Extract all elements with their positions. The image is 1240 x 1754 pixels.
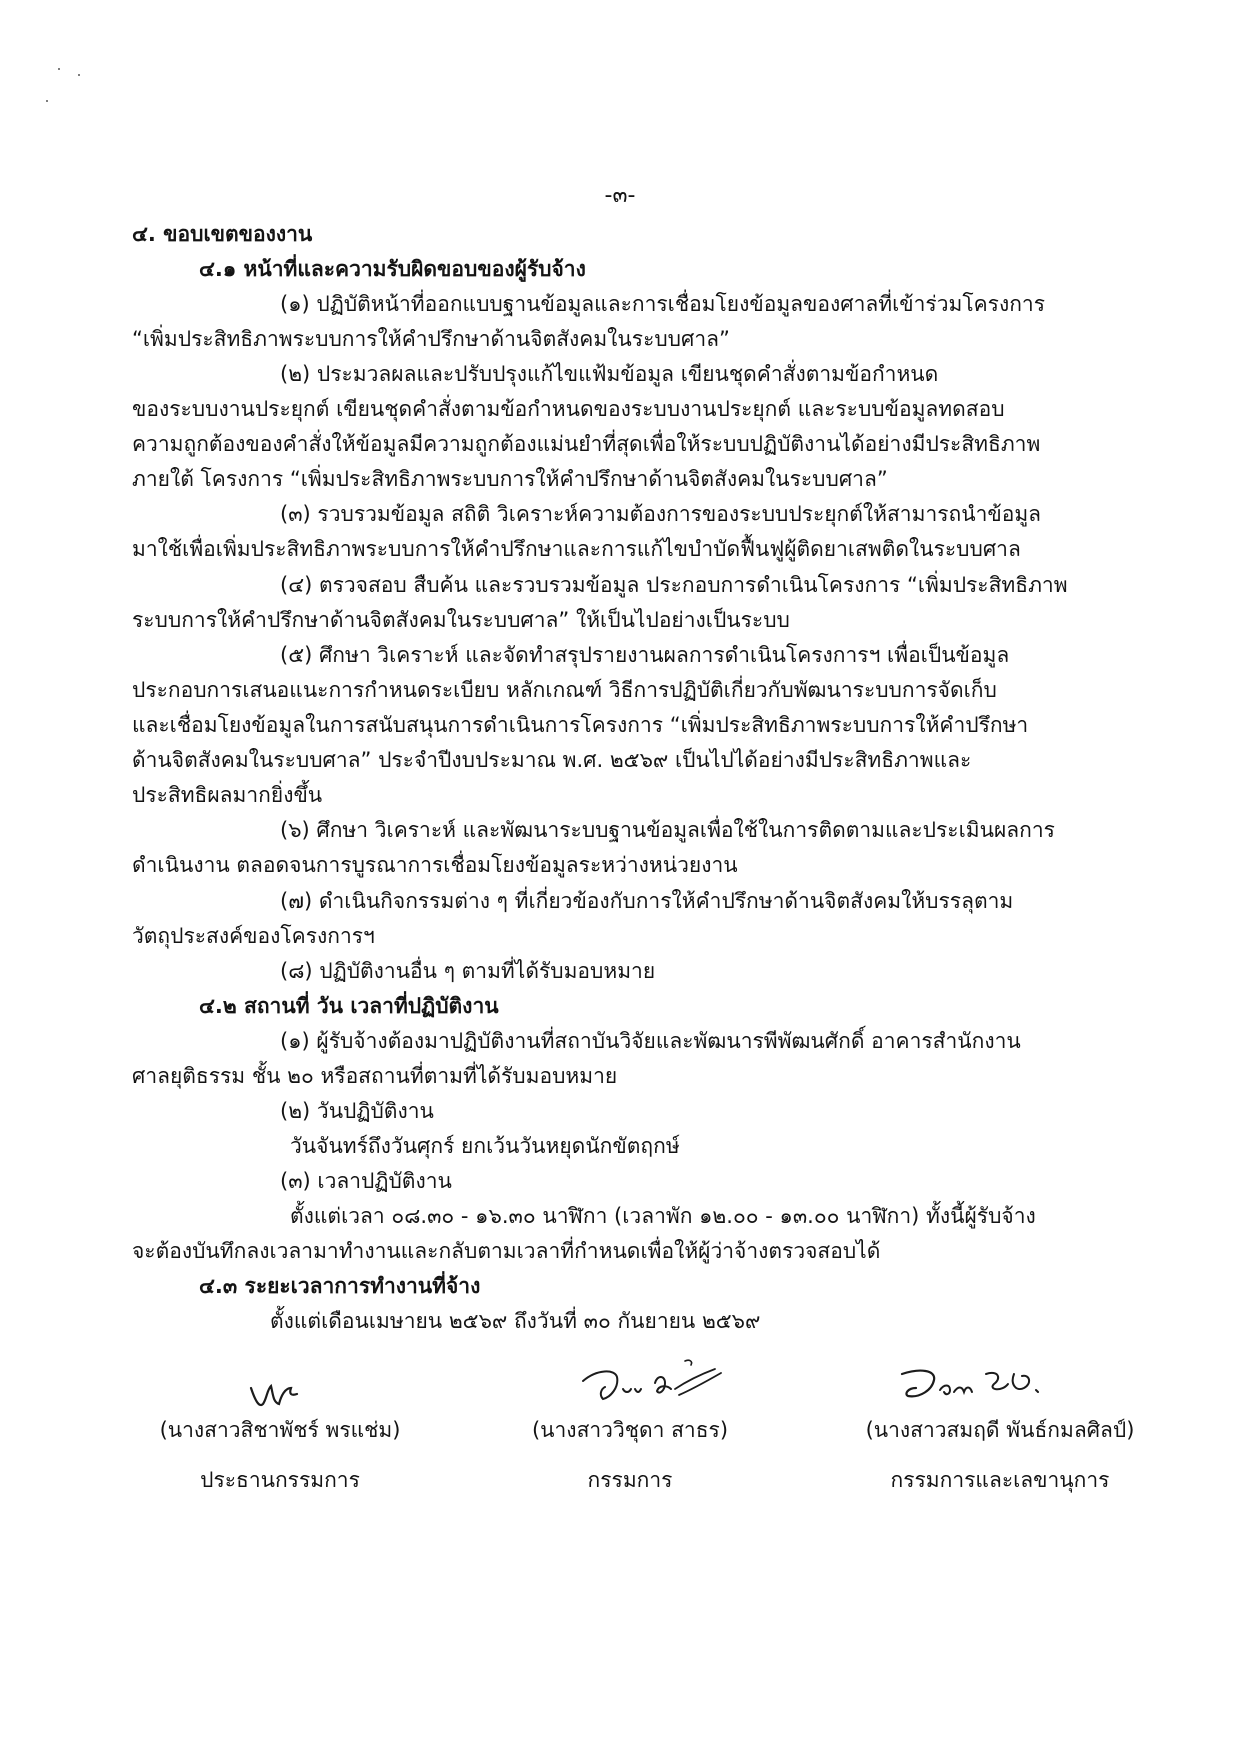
subsection-heading: ๔.๒ สถานที่ วัน เวลาที่ปฏิบัติงาน bbox=[199, 994, 499, 1018]
handwritten-signature-icon bbox=[890, 1360, 1080, 1415]
handwritten-signature-icon bbox=[575, 1355, 725, 1420]
page-number: -๓- bbox=[604, 183, 636, 208]
paragraph-line: ความถูกต้องของคำสั่งให้ข้อมูลมีความถูกต้องแม่นยำที่สุดเพื่อให้ระบบปฏิบัติงานได้อย่างมีประสิทธิภาพ bbox=[132, 432, 1041, 456]
paragraph-line: (๑) ปฏิบัติหน้าที่ออกแบบฐานข้อมูลและการเชื่อมโยงข้อมูลของศาลที่เข้าร่วมโครงการ bbox=[280, 292, 1045, 316]
paragraph-line: “เพิ่มประสิทธิภาพระบบการให้คำปรึกษาด้านจิตสังคมในระบบศาล” bbox=[132, 327, 730, 351]
paragraph-line: (๒) วันปฏิบัติงาน bbox=[280, 1099, 434, 1123]
signer-role-2: กรรมการ bbox=[587, 1468, 673, 1492]
paragraph-line: ศาลยุติธรรม ชั้น ๒๐ หรือสถานที่ตามที่ได้รับมอบหมาย bbox=[132, 1064, 618, 1088]
paragraph-line: วัตถุประสงค์ของโครงการฯ bbox=[132, 924, 375, 948]
handwritten-signature-icon bbox=[245, 1370, 325, 1420]
paragraph-line: ด้านจิตสังคมในระบบศาล” ประจำปีงบประมาณ พ.ศ. ๒๕๖๙ เป็นไปได้อย่างมีประสิทธิภาพและ bbox=[132, 748, 972, 772]
paragraph-line: (๓) รวบรวมข้อมูล สถิติ วิเคราะห์ความต้องการของระบบประยุกต์ให้สามารถนำข้อมูล bbox=[280, 502, 1042, 526]
paragraph-line: ตั้งแต่เวลา ๐๘.๓๐ - ๑๖.๓๐ นาฬิกา (เวลาพัก ๑๒.๐๐ - ๑๓.๐๐ นาฬิกา) ทั้งนี้ผู้รับจ้าง bbox=[290, 1204, 1036, 1228]
section-heading: ๔. ขอบเขตของงาน bbox=[132, 222, 313, 246]
paragraph-line: ประกอบการเสนอแนะการกำหนดระเบียบ หลักเกณฑ์ วิธีการปฏิบัติเกี่ยวกับพัฒนาระบบการจัดเก็บ bbox=[132, 678, 997, 702]
signature-mark-2 bbox=[575, 1355, 725, 1420]
paragraph-line: ดำเนินงาน ตลอดจนการบูรณาการเชื่อมโยงข้อมูลระหว่างหน่วยงาน bbox=[132, 853, 738, 877]
scan-speck bbox=[46, 100, 48, 102]
paragraph-line: ตั้งแต่เดือนเมษายน ๒๕๖๙ ถึงวันที่ ๓๐ กันยายน ๒๕๖๙ bbox=[270, 1309, 761, 1333]
subsection-heading: ๔.๓ ระยะเวลาการทำงานที่จ้าง bbox=[199, 1274, 481, 1298]
paragraph-line: (๒) ประมวลผลและปรับปรุงแก้ไขแฟ้มข้อมูล เขียนชุดคำสั่งตามข้อกำหนด bbox=[280, 362, 939, 386]
paragraph-line: และเชื่อมโยงข้อมูลในการสนับสนุนการดำเนินการโครงการ “เพิ่มประสิทธิภาพระบบการให้คำปรึกษา bbox=[132, 713, 1029, 737]
paragraph-line: (๘) ปฏิบัติงานอื่น ๆ ตามที่ได้รับมอบหมาย bbox=[280, 959, 656, 983]
paragraph-line: (๓) เวลาปฏิบัติงาน bbox=[280, 1169, 452, 1193]
paragraph-line: (๕) ศึกษา วิเคราะห์ และจัดทำสรุปรายงานผลการดำเนินโครงการฯ เพื่อเป็นข้อมูล bbox=[280, 643, 1010, 667]
paragraph-line: (๔) ตรวจสอบ สืบค้น และรวบรวมข้อมูล ประกอบการดำเนินโครงการ “เพิ่มประสิทธิภาพ bbox=[280, 573, 1068, 597]
paragraph-line: (๑) ผู้รับจ้างต้องมาปฏิบัติงานที่สถาบันวิจัยและพัฒนารพีพัฒนศักดิ์ อาคารสำนักงาน bbox=[280, 1029, 1021, 1053]
scan-speck bbox=[58, 68, 60, 70]
signature-mark-1 bbox=[245, 1370, 325, 1420]
signer-role-1: ประธานกรรมการ bbox=[200, 1468, 360, 1492]
paragraph-line: ระบบการให้คำปรึกษาด้านจิตสังคมในระบบศาล” ให้เป็นไปอย่างเป็นระบบ bbox=[132, 608, 790, 632]
scan-speck bbox=[78, 74, 80, 76]
paragraph-line: วันจันทร์ถึงวันศุกร์ ยกเว้นวันหยุดนักขัตฤกษ์ bbox=[290, 1134, 680, 1158]
paragraph-line: ของระบบงานประยุกต์ เขียนชุดคำสั่งตามข้อกำหนดของระบบงานประยุกต์ และระบบข้อมูลทดสอบ bbox=[132, 397, 1005, 421]
paragraph-line: (๗) ดำเนินกิจกรรมต่าง ๆ ที่เกี่ยวข้องกับการให้คำปรึกษาด้านจิตสังคมให้บรรลุตาม bbox=[280, 889, 1014, 913]
paragraph-line: (๖) ศึกษา วิเคราะห์ และพัฒนาระบบฐานข้อมูลเพื่อใช้ในการติดตามและประเมินผลการ bbox=[280, 818, 1055, 842]
paragraph-line: ภายใต้ โครงการ “เพิ่มประสิทธิภาพระบบการให้คำปรึกษาด้านจิตสังคมในระบบศาล” bbox=[132, 467, 888, 491]
paragraph-line: จะต้องบันทึกลงเวลามาทำงานและกลับตามเวลาที่กำหนดเพื่อให้ผู้ว่าจ้างตรวจสอบได้ bbox=[132, 1239, 881, 1263]
signer-name-1: (นางสาวสิชาพัชร์ พรแช่ม) bbox=[159, 1418, 401, 1442]
signer-role-3: กรรมการและเลขานุการ bbox=[890, 1468, 1110, 1492]
signer-name-3: (นางสาวสมฤดี พันธ์กมลศิลป์) bbox=[865, 1418, 1135, 1442]
signer-name-2: (นางสาววิชุดา สาธร) bbox=[531, 1418, 729, 1442]
paragraph-line: ประสิทธิผลมากยิ่งขึ้น bbox=[132, 783, 323, 807]
subsection-heading: ๔.๑ หน้าที่และความรับผิดขอบของผู้รับจ้าง bbox=[199, 257, 586, 281]
paragraph-line: มาใช้เพื่อเพิ่มประสิทธิภาพระบบการให้คำปรึกษาและการแก้ไขบำบัดฟื้นฟูผู้ติดยาเสพติดในระบบศาล bbox=[132, 537, 1021, 561]
signature-mark-3 bbox=[890, 1360, 1080, 1415]
